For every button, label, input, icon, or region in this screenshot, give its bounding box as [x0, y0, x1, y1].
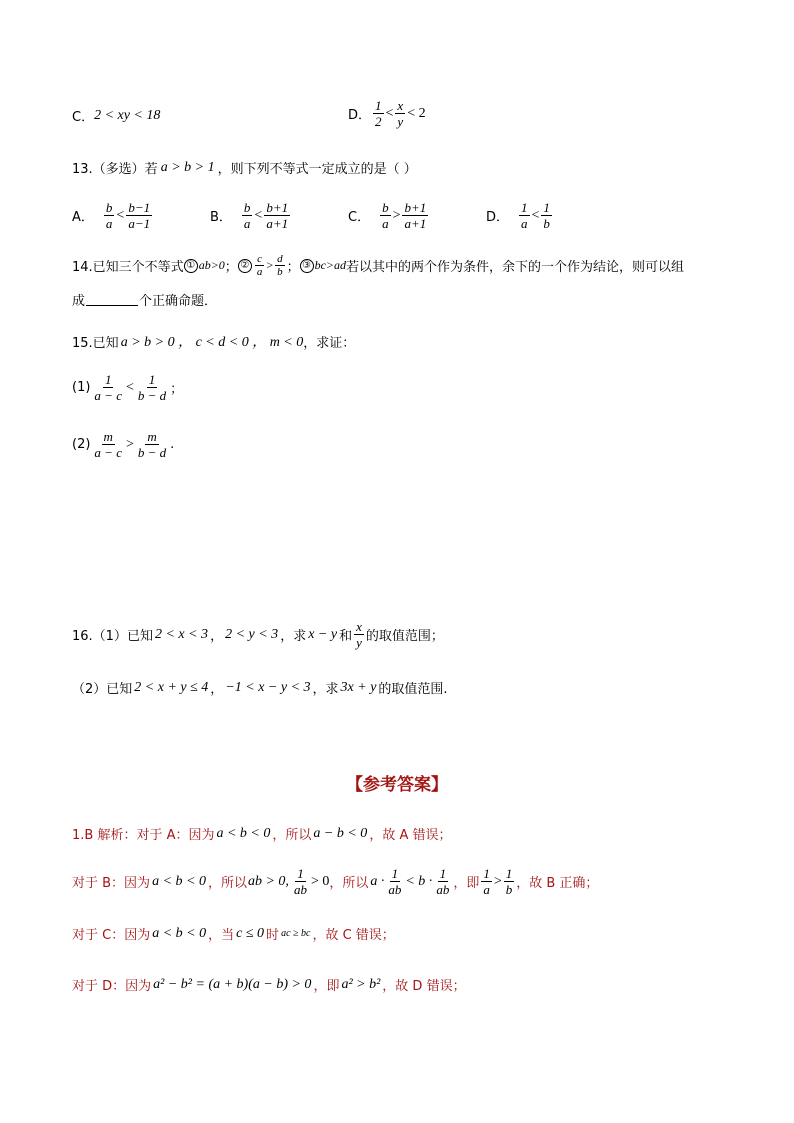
operator: > [266, 258, 274, 272]
operator: < [531, 207, 540, 223]
q15-part2 [72, 429, 174, 460]
question-text: ，则下列不等式一定成立的是（ ） [217, 162, 417, 177]
math-expression: a² > b² [341, 976, 381, 992]
denominator: b − d [137, 388, 167, 403]
numerator: c [257, 253, 262, 265]
math-expression: −1 < x − y < 3 [225, 679, 311, 695]
operator: < [125, 379, 134, 395]
circled-number: ② [238, 259, 252, 273]
answer-text: ，所以 [207, 876, 247, 891]
q15-part1 [72, 372, 183, 403]
denominator: a [382, 216, 389, 231]
denominator: ab [436, 882, 450, 897]
math-expression: 2 < x < 3 [154, 626, 209, 642]
question-text: ，求 [280, 629, 307, 644]
math-expression: a < b < 0 [152, 873, 206, 889]
answer-text: ，即 [313, 979, 340, 994]
denominator: a+1 [266, 216, 289, 231]
question-text: ，求证： [303, 335, 356, 351]
math-expression: ab > 0, [247, 873, 289, 889]
math-expression: a > b > 1 [160, 159, 215, 175]
answer-section-title: 【参考答案】 [346, 775, 448, 795]
numerator: b [243, 200, 251, 215]
operator: < [254, 207, 263, 223]
part-label: (2) [72, 437, 91, 452]
numerator: m [147, 429, 157, 444]
answer-line-c [72, 924, 395, 943]
numerator: 1 [483, 866, 490, 881]
math-expression: c ≤ 0 [236, 925, 265, 941]
numerator: 1 [391, 866, 399, 881]
separator: ； [224, 260, 238, 275]
math-expression: ac ≥ bc [281, 928, 311, 939]
answer-blank[interactable] [86, 293, 138, 306]
question-text: 14.已知三个不等式 [72, 260, 184, 275]
denominator: a [483, 882, 490, 897]
option-label: A． [72, 210, 94, 225]
answer-text: ，当 [208, 928, 235, 943]
math-expression: ab>0 [198, 258, 225, 272]
q14-line1 [72, 253, 684, 278]
fraction: $\frac{1}{2}$ [375, 98, 382, 129]
question-text: ，求 [312, 682, 339, 697]
q13-stem [72, 158, 417, 177]
operator: < 2 [407, 105, 426, 121]
q16-part1: 16.（1）已知 2 < x < 3 ， 2 < y < 3 ，求 x − y 和 $\frac{x}{y}$ 的取值范围； [72, 619, 444, 650]
denominator: ab [388, 882, 402, 897]
math-expression: a · [370, 873, 385, 889]
punctuation: ； [170, 382, 184, 397]
question-text: 16.（1）已知 [72, 629, 153, 644]
numerator: 1 [505, 866, 513, 881]
math-expression: a < b < 0 [216, 825, 271, 841]
denominator: a [521, 216, 528, 231]
question-text: 个正确命题． [139, 294, 218, 309]
answer-text: 时 [266, 928, 280, 943]
answer-text: ，所以 [272, 828, 312, 843]
q13-option-d [486, 200, 554, 231]
answer-text: ，即 [453, 876, 480, 891]
fraction: $\frac{x}{y}$ [397, 98, 404, 129]
denominator: a [256, 266, 263, 278]
option-label: D． [486, 210, 510, 225]
separator: ； [286, 260, 300, 275]
math-expression: 2 < y < 3 [225, 626, 279, 642]
answer-text: ，故 A 错误； [369, 828, 452, 843]
math-expression: a − b < 0 [313, 825, 368, 841]
q12-option-d [348, 98, 426, 129]
q15-stem [72, 331, 355, 351]
q16-part2: （2）已知 2 < x + y ≤ 4 ， −1 < x − y < 3 ，求 3x + y 的取值范围. [72, 679, 448, 697]
numerator: 1 [543, 200, 550, 215]
question-text: 和 [339, 629, 353, 644]
numerator: d [277, 253, 283, 265]
question-text: 15.已知 [72, 335, 119, 351]
math-expression: a > b > 0 ， c < d < 0 ， m < 0 [120, 335, 304, 350]
operator: < [385, 105, 394, 121]
numerator: b [105, 200, 113, 215]
answer-line-d [72, 975, 466, 994]
denominator: ab [293, 882, 307, 897]
operator: > [493, 873, 502, 889]
question-text: （2）已知 [72, 682, 133, 697]
q12-option-c [72, 106, 160, 125]
numerator: 1 [297, 866, 304, 881]
q13-option-a [72, 200, 154, 231]
numerator: b+1 [404, 200, 427, 215]
math-expression: > 0 [310, 873, 330, 889]
operator: > [125, 436, 134, 452]
denominator: b − d [137, 445, 167, 460]
question-text: 若以其中的两个作为条件，余下的一个作为结论，则可以组 [346, 260, 685, 275]
math-expression: a < b < 0 [152, 925, 207, 941]
numerator: b+1 [266, 200, 289, 215]
numerator: 1 [521, 200, 528, 215]
denominator: a−1 [128, 216, 151, 231]
math-expression: < b · [405, 873, 433, 889]
question-text: 成 [72, 294, 86, 309]
math-expression: 2 < x + y ≤ 4 [134, 679, 209, 695]
operator: > [392, 207, 401, 223]
numerator: x [356, 619, 362, 634]
answer-line-b [72, 866, 598, 897]
operator: < [116, 207, 125, 223]
math-expression: 2 < xy < 18 [94, 107, 161, 123]
answer-text: ，故 B 正确； [516, 876, 599, 891]
q13-option-c [348, 200, 430, 231]
numerator: m [103, 429, 113, 444]
answer-text: ，故 D 错误； [382, 979, 466, 994]
denominator: b [505, 882, 513, 897]
circled-number: ③ [300, 259, 314, 273]
punctuation: . [170, 437, 175, 452]
answer-text: 1.B 解析：对于 A：因为 [72, 828, 215, 843]
option-label: D． [348, 108, 372, 123]
answer-text: 对于 D：因为 [72, 979, 152, 994]
denominator: a − c [94, 388, 122, 403]
math-expression: 3x + y [340, 679, 377, 695]
numerator: 1 [104, 372, 112, 387]
numerator: 1 [439, 866, 447, 881]
math-expression: bc>ad [314, 258, 347, 272]
option-label: B． [210, 210, 232, 225]
denominator: a − c [94, 445, 122, 460]
part-label: (1) [72, 380, 91, 395]
answer-text: ，所以 [329, 876, 369, 891]
answer-text: ，故 C 错误； [312, 928, 395, 943]
option-label: C． [348, 210, 371, 225]
question-text: 13.（多选）若 [72, 162, 158, 177]
denominator: b [543, 216, 550, 231]
denominator: a+1 [404, 216, 427, 231]
q13-option-b [210, 200, 292, 231]
question-text: 的取值范围. [378, 682, 448, 697]
answer-text: 对于 B：因为 [72, 876, 151, 891]
denominator: a [243, 216, 251, 231]
question-text: 的取值范围； [365, 629, 444, 644]
circled-number: ① [184, 259, 198, 273]
numerator: b [382, 200, 389, 215]
denominator: y [356, 635, 362, 650]
numerator: b−1 [128, 200, 151, 215]
denominator: a [105, 216, 113, 231]
answer-line-a [72, 824, 451, 843]
denominator: b [277, 266, 283, 278]
option-label: C． [72, 110, 95, 125]
answer-text: 对于 C：因为 [72, 928, 151, 943]
math-expression: a² − b² = (a + b)(a − b) > 0 [153, 976, 312, 992]
q14-line2 [72, 290, 217, 309]
numerator: 1 [148, 372, 156, 387]
math-expression: x − y [308, 626, 338, 642]
